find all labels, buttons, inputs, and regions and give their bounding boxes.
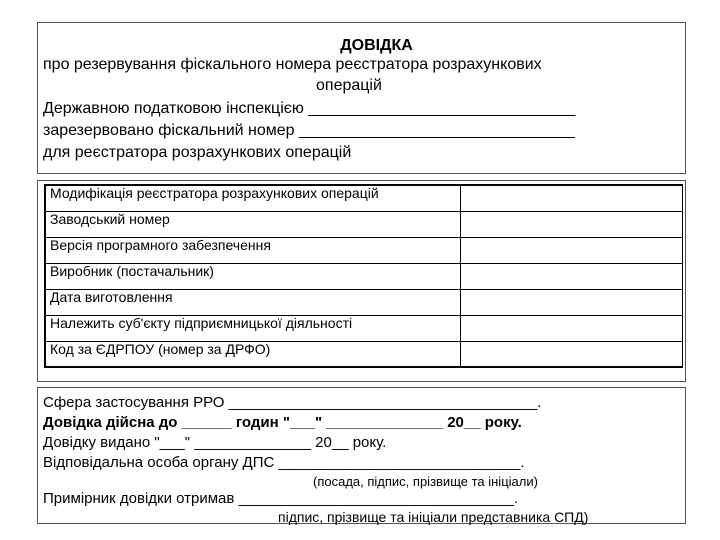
row-value-serial[interactable] [460, 211, 683, 237]
inspection-line: Державною податковою інспекцією ______________________________ [43, 100, 576, 117]
valid-until-line: Довідка дійсна до ______ годин "___" ______________ 20__ року. [43, 414, 522, 431]
table-row [45, 185, 683, 211]
received-line: Примірник довідки отримав _________________________________. [43, 490, 518, 507]
register-info-table [44, 184, 683, 368]
row-label-date: Дата виготовлення [45, 289, 460, 315]
row-label-manufacturer: Виробник (постачальник) [45, 263, 460, 289]
reserved-number-line: зарезервовано фіскальний номер _______________________________ [43, 122, 575, 139]
table-row [45, 263, 683, 289]
sphere-line: Сфера застосування РРО _____________________________________. [43, 394, 542, 411]
row-value-manufacturer[interactable] [460, 263, 683, 289]
position-caption: (посада, підпис, прізвище та ініціали) [313, 474, 538, 489]
table-row [45, 341, 683, 367]
row-value-modification[interactable] [460, 185, 683, 211]
for-register-line: для реєстратора розрахункових операцій [43, 144, 352, 161]
row-value-date[interactable] [460, 289, 683, 315]
table-row [45, 315, 683, 341]
table-row [45, 289, 683, 315]
row-label-code: Код за ЄДРПОУ (номер за ДРФО) [45, 341, 460, 367]
table-row [45, 211, 683, 237]
document-subtitle: про резервування фіскального номера реєстратора розрахункових [43, 56, 542, 73]
row-value-software[interactable] [460, 237, 683, 263]
document-subtitle-cont: операцій [316, 77, 382, 94]
row-value-code[interactable] [460, 341, 683, 367]
row-label-owner: Належить суб'єкту підприємницької діяльності [45, 315, 460, 341]
signature-caption: підпис, прізвище та ініціали представника СПД) [278, 509, 589, 525]
row-label-modification: Модифікація реєстратора розрахункових операцій [45, 185, 460, 211]
issued-line: Довідку видано "___" ______________ 20__ року. [43, 434, 387, 451]
row-label-software: Версія програмного забезпечення [45, 237, 460, 263]
document-title: ДОВІДКА [340, 37, 413, 54]
responsible-line: Відповідальна особа органу ДПС _____________________________. [43, 454, 525, 471]
row-label-serial: Заводський номер [45, 211, 460, 237]
table-row [45, 237, 683, 263]
row-value-owner[interactable] [460, 315, 683, 341]
